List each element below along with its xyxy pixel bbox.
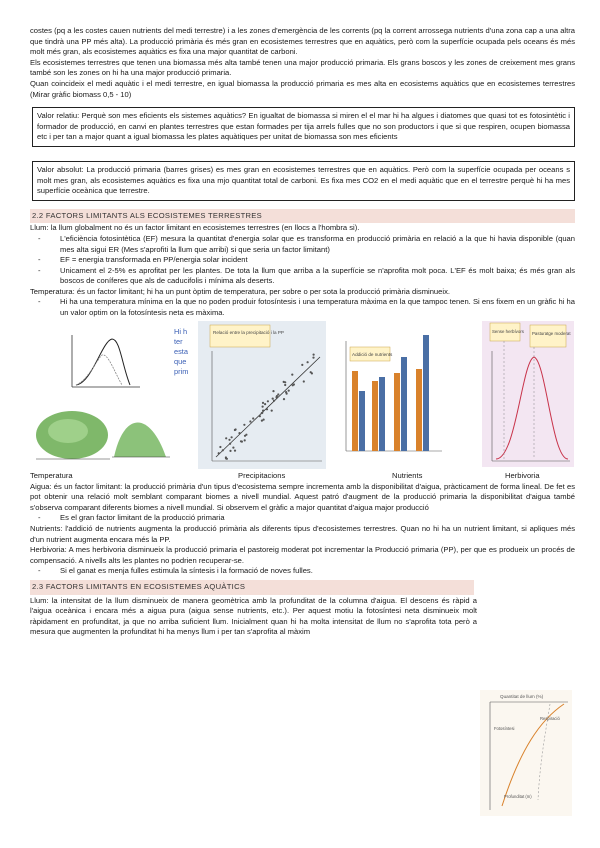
- aquatic-light-paragraph: Llum: la intensitat de la llum disminueix de manera geomètrica amb la profunditat de la columna d'aigua. El descens és ràpid a l'aigua oceànica i encara més a aigua pura (aigua sense nutrients, etc.). Per aquest motiu la fotosíntesi neta disminueix molt ràpidament en profunditat, ja que no arriba suficient llum. Inicialment quan hi ha molta intensitat de llum no s'aprofita tota però a mesura que augmenten la profunditat hi ha menys llum i per tan s'aprofita al màxim: [30, 595, 477, 637]
- scatter-point: [303, 380, 305, 382]
- scatter-point: [261, 412, 263, 414]
- scatter-point: [266, 408, 268, 410]
- scatter-point: [267, 400, 269, 402]
- relative-value-text: Valor relatiu: Perquè son mes eficients els sistemes aquàtics? En igualtat de biomassa si miren el el mar hi ha algues i diatomes que quasi tot es fotosintètic i formador de producció, en canvi en plantes terrestres que estan formades per tija arrels fulles que no son productors i que si que respiren, ocupen biomassa etc i per tan a major quant a igual biomassa les plates aquàtiques per unitat de biomassa son mes eficients: [37, 111, 570, 142]
- scatter-point: [228, 438, 230, 440]
- scatter-point: [262, 409, 264, 411]
- figure-captions: [30, 471, 575, 482]
- scatter-point: [313, 353, 315, 355]
- scatter-point: [283, 398, 285, 400]
- nutrients-paragraph: Nutrients: l'addició de nutrients augmenta la producció primària als diferents tipus d'ecosistemes terrestres. Quan no hi ha un nutrient limitant, si apliques més d'un nutrient augmenta encara més la PP.: [30, 524, 575, 544]
- scatter-point: [249, 420, 251, 422]
- scatter-point: [310, 371, 312, 373]
- nutrient-bar: [401, 357, 407, 451]
- water-paragraph: Aigua: és un factor limitant: la producció primària d'un tipus d'ecosistema sempre incrementa amb la disponibilitat d'aigua, pràcticament de forma lineal. De fet es pot obtenir una relació molt semblant comparant biomes a nivell mundial. Aquest patró d'augment de la producció primaria la disponibilitat d'aigua també s'observa comparant diferents biomes a nivell mundial. Si observem el gràfic a major quantitat d'aigua major producció: [30, 481, 575, 512]
- temperature-list: [30, 297, 575, 318]
- list-item: - EF = energia transformada en PP/energia solar incident: [38, 255, 248, 265]
- scatter-point: [262, 401, 264, 403]
- herbivory-paragraph: Herbivoria: A mes herbivoria disminueix la producció primaria el pastoreig moderat pot incrementar la Producció primaria (PP), per que es produeix un procés de compensació. A nivells alts les plantes no podrien recuperar-se.: [30, 545, 575, 565]
- nutrients-figure: [336, 321, 444, 461]
- temperature-paragraph: Temperatura: és un factor limitant; hi ha un punt òptim de temperatura, per sobre o per sota la producció primària disminueix.: [30, 286, 450, 296]
- scatter-point: [229, 449, 231, 451]
- relative-value-box: [32, 107, 575, 147]
- list-item: - L'eficiència fotosintètica (EF) mesura la quantitat d'energia solar que es transforma en producció primària en relació a la que hi havia disponible (quan mes alta sigui ER (Mes s'aprofiti la llum que arribi) si que seria un factor limitant): [38, 233, 575, 254]
- scatter-point: [234, 449, 236, 451]
- scatter-point: [286, 392, 288, 394]
- nutrient-bar: [416, 369, 422, 451]
- scatter-point: [225, 437, 227, 439]
- scatter-point: [301, 363, 303, 365]
- scatter-point: [277, 393, 279, 395]
- nutrient-bar: [352, 371, 358, 451]
- scatter-point: [307, 361, 309, 363]
- temperature-figure: [32, 325, 172, 465]
- scatter-point: [244, 434, 246, 436]
- caption-precipitation: Precipitacions: [238, 470, 286, 480]
- nutrients-note: Addició de nutrients: [352, 351, 393, 357]
- caption-temperature: Temperatura: [30, 470, 73, 480]
- section-heading-2-2: 2.2 FACTORS LIMITANTS ALS ECOSISTEMES TERRESTRES: [30, 209, 575, 224]
- scatter-point: [272, 397, 274, 399]
- intro-paragraph-3: Quan coincideix el medi aquàtic i el medi terrestre, en igual biomassa la producció primaria es mes alta en ecosistems aquàtics que en ecosistemes terrestres (Mirar gràfic biomass 0,5 - 10): [30, 78, 575, 99]
- scatter-point: [226, 457, 228, 459]
- scatter-point: [238, 432, 240, 434]
- list-item: - Si el ganat es menja fulles estimula la síntesis i la formació de noves fulles.: [38, 566, 313, 576]
- figures-row: [30, 321, 575, 471]
- scatter-point: [284, 381, 286, 383]
- intro-paragraph-1: costes (pq a les costes cauen nutrients del medi terrestre) i a les zones d'emergència de les corrents (pq la corrent arrossega nutrients d'una zona cap a una altra que tindrà una PP més alta). La producció primària és més gran en ecosistemes terrestres que en aquàtics, però com la superfície ocupada pels oceans és més molt més gran, als ecosistemes aquàtics es fixa una major quantitat de carboni.: [30, 26, 575, 57]
- caption-nutrients: Nutrients: [392, 470, 423, 480]
- absolute-value-box: [32, 161, 575, 201]
- absolute-value-text: Valor absolut: La producció primaria (barres grises) es mes gran en ecosistemes terrestres que en aquàtics. Però com la superfície ocupada per oceans s molt mes gran, als ecosistemes aquàtics es fixa una mjo quantitat total de carboni. Es fixa mes CO2 en el medi aquàtic que en el terrestre perquè hi ha mes superfície oceànica que terrestre.: [37, 164, 570, 196]
- herbivory-note-2: Pasturatge moderat: [532, 330, 571, 336]
- herbivory-list: [30, 566, 575, 577]
- water-list: [30, 513, 575, 524]
- precipitation-figure: [198, 321, 326, 469]
- scatter-point: [291, 373, 293, 375]
- scatter-point: [252, 417, 254, 419]
- light-chart-label: Fotosíntesi: [494, 726, 515, 731]
- scatter-point: [222, 449, 224, 451]
- scatter-note: Relació entre la precipitació i la PP: [213, 329, 284, 335]
- nutrient-bar: [359, 391, 365, 451]
- document-page: [30, 26, 575, 638]
- light-depth-figure: [480, 690, 572, 816]
- scatter-point: [243, 423, 245, 425]
- light-chart-title: Quantitat de llum (%): [500, 694, 544, 699]
- scatter-point: [218, 452, 220, 454]
- scatter-point: [234, 429, 236, 431]
- scatter-point: [231, 436, 233, 438]
- scatter-point: [240, 440, 242, 442]
- caption-herbivory: Herbivoria: [505, 470, 540, 480]
- scatter-point: [229, 442, 231, 444]
- nutrient-bar: [379, 377, 385, 451]
- section-heading-2-3: 2.3 FACTORS LIMITANTS EN ECOSISTEMES AQUÀTICS: [30, 580, 474, 595]
- scatter-point: [276, 396, 278, 398]
- nutrient-bar: [394, 373, 400, 451]
- scatter-point: [262, 405, 264, 407]
- light-intro: Llum: la llum globalment no és un factor limitant en ecosistemes terrestres (en llocs a l'hombra si).: [30, 223, 360, 233]
- nutrient-bar: [423, 335, 429, 451]
- scatter-point: [272, 390, 274, 392]
- scatter-point: [273, 399, 275, 401]
- scatter-point: [292, 384, 294, 386]
- scatter-point: [264, 403, 266, 405]
- scatter-point: [312, 356, 314, 358]
- list-item: - Unicament el 2-5% es aprofitat per les plantes. De tota la llum que arriba a la superfície se n'aprofita molt poca. L'EF és molt baixa; és més gran als boscos de coníferes que als de caducifolis i mínima als deserts.: [38, 265, 575, 286]
- herbivory-note-1: Sense herbívors: [492, 328, 524, 334]
- light-chart-label: Respiració: [540, 716, 560, 721]
- scatter-point: [271, 409, 273, 411]
- scatter-point: [288, 389, 290, 391]
- scatter-point: [232, 446, 234, 448]
- list-item: - Es el gran factor limitant de la producció primaria: [38, 513, 225, 523]
- light-chart-axis-label: Profunditat (m): [504, 794, 532, 799]
- figure-note: Hi h ter esta que prim: [174, 326, 189, 376]
- scatter-point: [263, 418, 265, 420]
- scatter-point: [259, 415, 261, 417]
- scatter-point: [244, 439, 246, 441]
- intro-paragraph-2: Els ecosistemes terrestres que tenen una biomassa més alta també tenen una major producció primaria. Els grans boscos y les zones de creixement mes grans també son les zones on hi ha una major producció primaria.: [30, 57, 575, 78]
- scatter-point: [284, 384, 286, 386]
- list-item: - Hi ha una temperatura mínima en la que no poden produir fotosíntesis i una temperatura màxima en la que tampoc tenen. Si ens fixem en un gràfic hi ha un valor optim on la fotosíntesis neta es màxima.: [38, 297, 575, 318]
- light-list: [30, 234, 575, 287]
- scatter-point: [219, 446, 221, 448]
- herbivory-figure: [482, 321, 574, 467]
- nutrient-bar: [372, 381, 378, 451]
